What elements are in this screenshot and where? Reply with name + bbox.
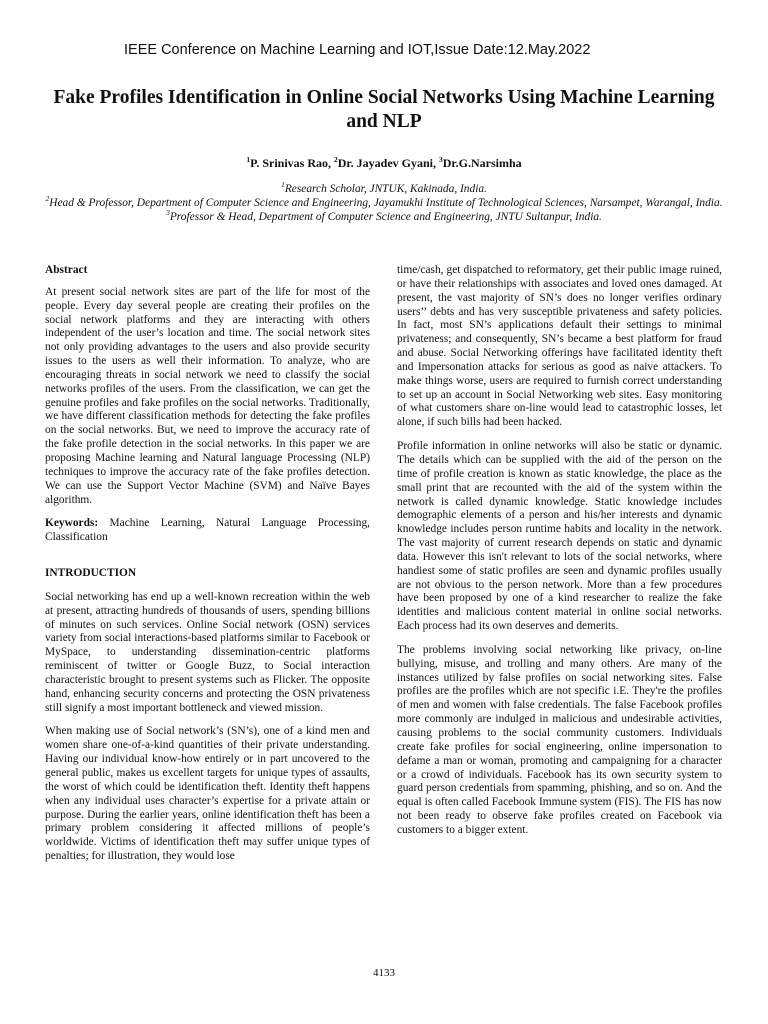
right-paragraph-2: Profile information in online networks will also be static or dynamic. The details which can be supplied with the aid of the person on the time of profile creation is known as static knowledge, the place as the small print that are recounted with the aid of the system within the network is called dynamic knowledge. Static knowledge includes demographic elements of a person and his/her interests and dynamic knowledge includes person runtime habits and locality in the network. The vast majority of current research depends on static and dynamic data. However this isn't relevant to lots of the social networks, where handiest some of static profiles are seen and dynamic profiles usually are not obvious to the person network. More than a few procedures have been proposed by one of a kind researcher to realize the fake identities and malicious content material in online social networks. Each process had its own deserves and demerits. [397,440,722,633]
author-list [40,156,728,171]
author-3: $^3$Dr.G.Narsimha [439,155,522,170]
affiliation-3: $^3$Professor & Head, Department of Computer Science and Engineering, JNTU Sultanpur, India. [166,208,602,223]
introduction-heading: INTRODUCTION [45,567,137,580]
right-paragraph-3: The problems involving social networking like privacy, on-line bullying, misuse, and trolling and many others. Are many of the instances utilized by false profiles on social networking sites. False profiles are the profiles which are not specific i.E. They're the profiles of men and women with false credentials. The false Facebook profiles more commonly are indulged in malicious and undesirable activities, causing problems to the social community customers. Individuals create fake profiles for social engineering, online impersonation to defame a man or woman, promoting and campaigning for a character or a crowd of individuals. Facebook has its own security system to guard person credentials from spamming, phishing, and so on. And the equal is often called Facebook Immune system (FIS). The FIS has now not been ready to observe fake profiles created on Facebook via customers to a bigger extent. [397,643,722,836]
left-column [45,264,370,874]
author-2: $^2$Dr. Jayadev Gyani, [334,155,439,170]
paper-title: Fake Profiles Identification in Online Social Networks Using Machine Learning and NLP [53,87,715,132]
abstract-text: At present social network sites are part of the life for most of the people. Every day several people are creating their profiles on the social network platforms and they are interacting with others independent of the user’s location and time. The social network sites not only providing advantages to the users and also provide security issues to the users as well their information. To analyze, who are encouraging threats in social network we need to classify the social networks profiles of the users. From the classification, we can get the genuine profiles and fake profiles on the social networks. Traditionally, we have different classification methods for detecting the fake profiles on the social networks. But, we need to improve the accuracy rate of the fake profile detection in the social networks. In this paper we are proposing Machine learning and Natural language Processing (NLP) techniques to improve the accuracy rate of the fake profiles detection. We can use the Support Vector Machine (SVM) and Naïve Bayes algorithm. [45,285,370,506]
right-paragraph-1: time/cash, get dispatched to reformatory, get their public image ruined, or have their relationships with associates and loved ones damaged. At present, the vast majority of SN’s does no longer verifies ordinary users’’ debts and has very susceptible privateness and safety policies. In fact, most SN’s applications default their settings to minimal privateness; and consequently, SN’s became a best platform for fraud and abuse. Social Networking offerings have facilitated identity theft and Impersonation attacks for serious as good as naive attackers. To make things worse, users are required to furnish correct understanding to set up an account in Social Networking web sites. Easy monitoring of what customers share on-line would lead to catastrophic losses, let alone, if such bills had been hacked. [397,264,722,429]
conference-header: IEEE Conference on Machine Learning and IOT,Issue Date:12.May.2022 [124,42,591,58]
affiliation-1: $^1$Research Scholar, JNTUK, Kakinada, India. [281,180,487,195]
keywords-label: Keywords: [45,517,99,530]
affiliation-2: $^2$Head & Professor, Department of Computer Science and Engineering, Jayamukhi Institute of Technological Sciences, Narsampet, Warangal, India. [45,194,723,209]
intro-paragraph-2: When making use of Social network’s (SN’s), one of a kind men and women share one-of-a-kind quantities of their private understanding. Having our individual know-how entirely or in part uncovered to the general public, makes us excellent targets for unique types of assaults, the worst of which could be identification theft. Identity theft happens when any individual uses character’s expertise for a private attain or purpose. During the earlier years, online identification theft has been a primary problem considering it affected millions of people’s worldwide. Victims of identification theft may suffer unique types of penalties; for illustration, they would lose [45,725,370,863]
page-number: 4133 [373,967,395,979]
abstract-heading: Abstract [45,264,88,276]
keywords-text: Machine Learning, Natural Language Processing, Classification [45,517,370,544]
author-1: $^1$P. Srinivas Rao, [246,155,335,170]
right-column [397,264,722,848]
keywords [45,517,370,545]
affiliations [40,182,728,224]
intro-paragraph-1: Social networking has end up a well-known recreation within the web at present, attracting hundreds of thousands of users, spending billions of minutes on such services. Online Social network (OSN) services variety from social interactions-based platforms similar to Facebook or MySpace, to understanding dissemination-centric platforms reminiscent of twitter or Google Buzz, to Social interaction characteristic brought to present systems such as Flicker. The opposite hand, enhancing security concerns and protecting the OSN privateness still signify a most important bottleneck and viewed mission. [45,590,370,714]
